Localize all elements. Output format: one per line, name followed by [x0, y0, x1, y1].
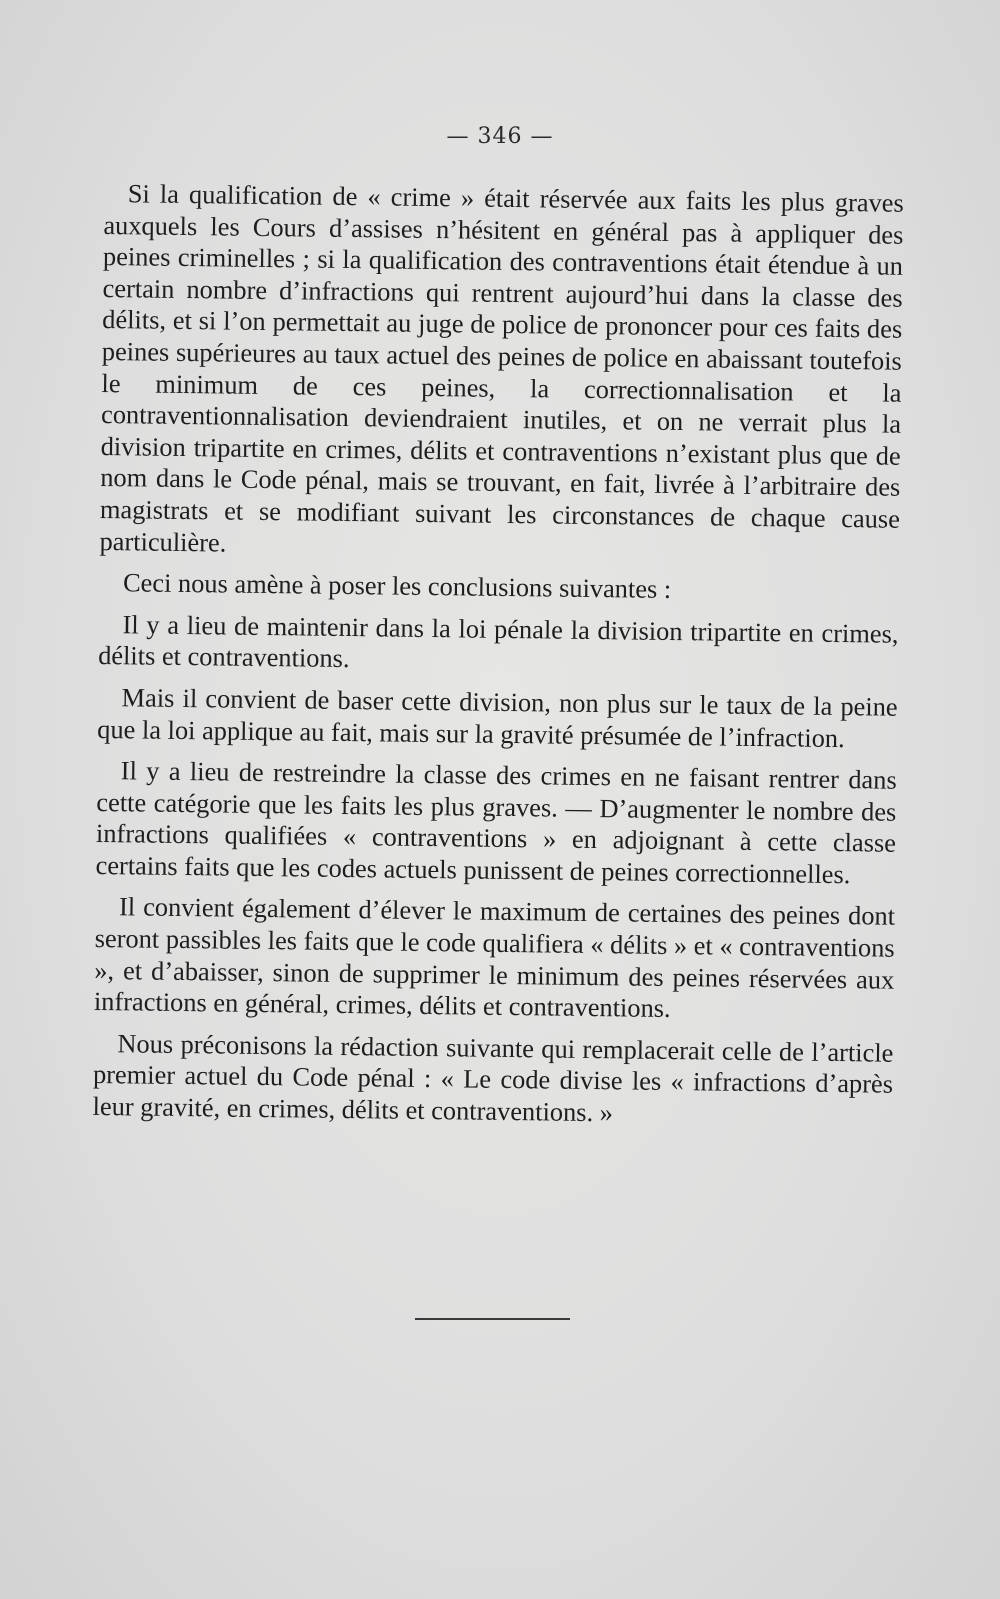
section-end-rule: [415, 1318, 570, 1320]
paragraph: Il convient également d’élever le maximum de certaines des peines dont seront passibles les faits que le code qualifiera « délits » et « contraventions », et d’abaisser, sinon de supprimer le minimum des peines réservées aux infractions en général, crimes, délits et contraventions.: [93, 891, 896, 1024]
paragraph: Si la qualification de « crime » était réservée aux faits les plus graves auxquels les Cours d’assises n’hésitent en général pas à appliquer des peines criminelles ; si la qualification des contraventions était étendue à un certain nombre d’infractions qui rentrent aujourd’hui dans la classe des délits, et si l’on permettait au juge de police de prononcer pour ces faits des peines supérieures au taux actuel des peines de police en abaissant toutefois le minimum de ces peines, la correctionnalisation et la contraventionnalisation deviendraient inutiles, et on ne verrait plus la division tripartite en crimes, délits et contraventions n’existant plus que de nom dans le Code pénal, mais se trouvant, en fait, livrée à l’arbitraire des magistrats et se modifiant suivant les circonstances de chaque cause particulière.: [99, 178, 904, 558]
paragraph: Il y a lieu de restreindre la classe des crimes en ne faisant rentrer dans cette catégorie que les faits les plus graves. — D’augmenter le nombre des infractions qualifiées « contraventions » en adjoignant à cette classe certains faits que les codes actuels punissent de peines correctionnelles.: [95, 755, 897, 890]
paragraph: Ceci nous amène à poser les conclusions suivantes :: [122, 567, 672, 605]
body-text: [92, 178, 904, 1142]
page-number: — 346 —: [446, 124, 554, 149]
paragraph: Nous préconisons la rédaction suivante qui remplacerait celle de l’article premier actuel du Code pénal : « Le code divise les « infractions d’après leur gravité, en crimes, délits et contraventions. »: [92, 1028, 894, 1128]
paragraph: Mais il convient de baser cette division, non plus sur le taux de la peine que la loi applique au fait, mais sur la gravité présumée de l’infraction.: [97, 682, 898, 753]
paragraph: Il y a lieu de maintenir dans la loi pénale la division tripartite en crimes, délits et contraventions.: [97, 608, 899, 674]
